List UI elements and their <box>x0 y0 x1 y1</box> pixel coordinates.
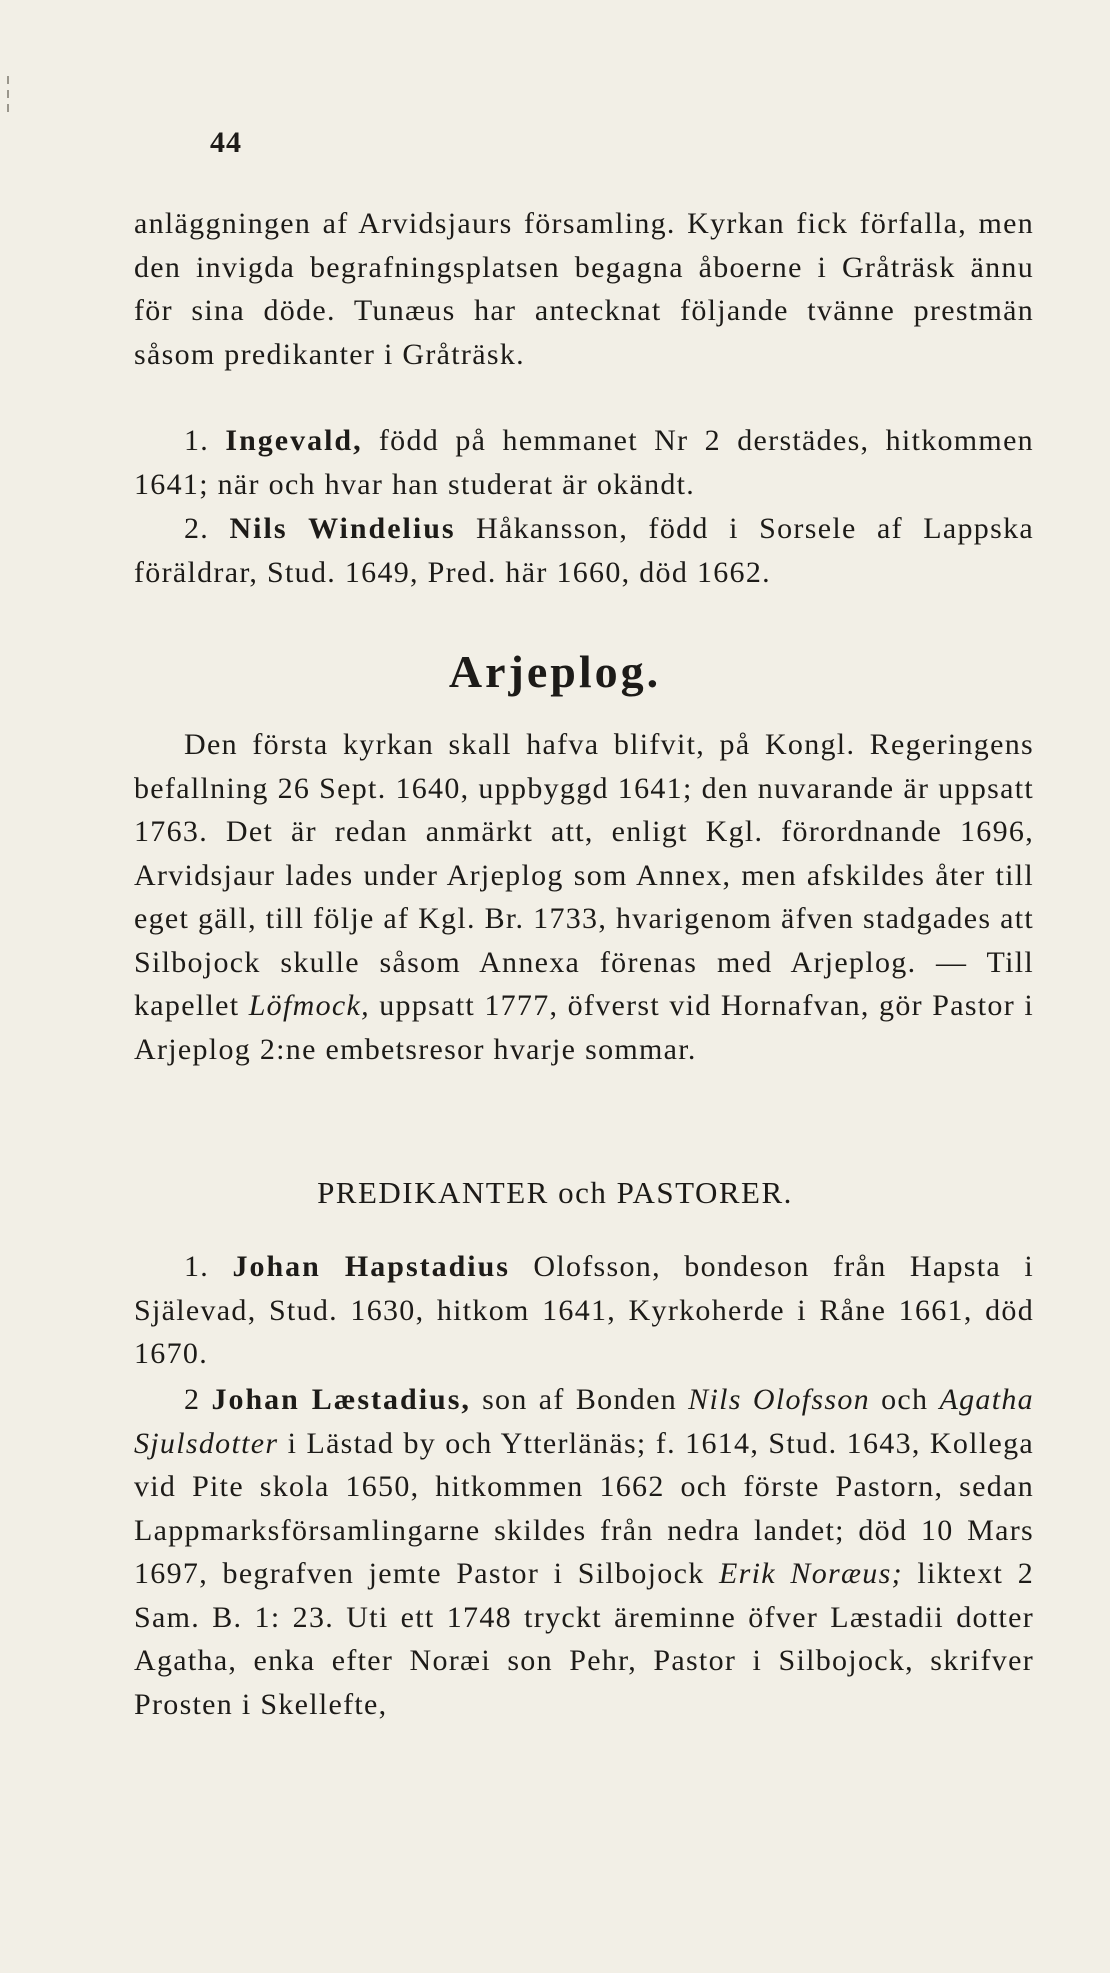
entry-number: 2 <box>184 1383 201 1416</box>
entry-number: 2. <box>184 512 210 545</box>
entry-number: 1. <box>184 424 210 457</box>
paragraph-intro: anläggningen af Arvidsjaurs församling. Kyrkan fick förfalla, men den invigda begrafningsplatsen begagna åboerne i Gråträsk ännu för sina döde. Tunæus har antecknat följande tvänne prestmän såsom predikanter i Gråträsk. <box>134 207 1034 371</box>
person-name-italic: Nils Olofsson <box>688 1383 870 1416</box>
page-number: 44 <box>210 126 242 159</box>
entry-laestadius <box>134 1378 1034 1726</box>
entry-text: i Lästad by och Ytterlänäs; f. 1614, Stud. 1643, Kollega vid Pite skola 1650, hitkommen 1662 och förste Pastorn, sedan Lappmarksförsamlingarne skildes från nedra landet; död 10 Mars 1697, begrafven jemte Pastor i Silbojock <box>134 1426 1034 1590</box>
entry-ingevald <box>134 419 1034 506</box>
entry-windelius <box>134 507 1034 594</box>
margin-marks <box>4 70 12 140</box>
section-title-predikanter: PREDIKANTER och PASTORER. <box>317 1175 793 1210</box>
paragraph-arjeplog <box>134 723 1034 1071</box>
entry-text: född på hemmanet Nr 2 derstädes, hitkommen 1641; när och hvar han studerat är okändt. <box>134 424 1034 501</box>
entry-name: Ingevald, <box>225 424 363 457</box>
entry-text: Olofsson, bondeson från Hapsta i Själevad, Stud. 1630, hitkom 1641, Kyrkoherde i Råne 1661, död 1670. <box>134 1250 1034 1370</box>
entry-text: son af Bonden <box>482 1383 677 1416</box>
entry-name: Johan Læstadius, <box>211 1383 471 1416</box>
place-name-lofmock: Löfmock, <box>248 989 370 1022</box>
entry-text: liktext 2 Sam. B. 1: 23. Uti ett 1748 tryckt äreminne öfver Læstadii dotter Agatha, enka efter Noræi son Pehr, Pastor i Silbojock, skrifver Prosten i Skellefte, <box>134 1557 1034 1721</box>
entry-name: Nils Windelius <box>229 512 456 545</box>
entry-number: 1. <box>184 1250 210 1283</box>
person-name-italic: Erik Noræus; <box>719 1557 903 1590</box>
paragraph-text: uppsatt 1777, öfverst vid Hornafvan, gör Pastor i Arjeplog 2:ne embetsresor hvarje sommar. <box>134 989 1034 1066</box>
entry-text: och <box>881 1383 929 1416</box>
paragraph-text: Den första kyrkan skall hafva blifvit, på Kongl. Regeringens befallning 26 Sept. 1640, uppbyggd 1641; den nuvarande är uppsatt 1763. Det är redan anmärkt att, enligt Kgl. förordnande 1696, Arvidsjaur lades under Arjeplog som Annex, men afskildes åter till eget gäll, till följe af Kgl. Br. 1733, hvarigenom äfven stadgades att Silbojock skulle såsom Annexa förenas med Arjeplog. — Till kapellet <box>134 728 1034 1022</box>
section-heading-arjeplog: Arjeplog. <box>448 646 662 697</box>
entry-text: Håkansson, född i Sorsele af Lappska föräldrar, Stud. 1649, Pred. här 1660, död 1662. <box>134 512 1034 589</box>
person-name-italic: Agatha Sjulsdotter <box>134 1383 1034 1460</box>
entry-name: Johan Hapstadius <box>232 1250 510 1283</box>
entry-hapstadius <box>134 1245 1034 1376</box>
